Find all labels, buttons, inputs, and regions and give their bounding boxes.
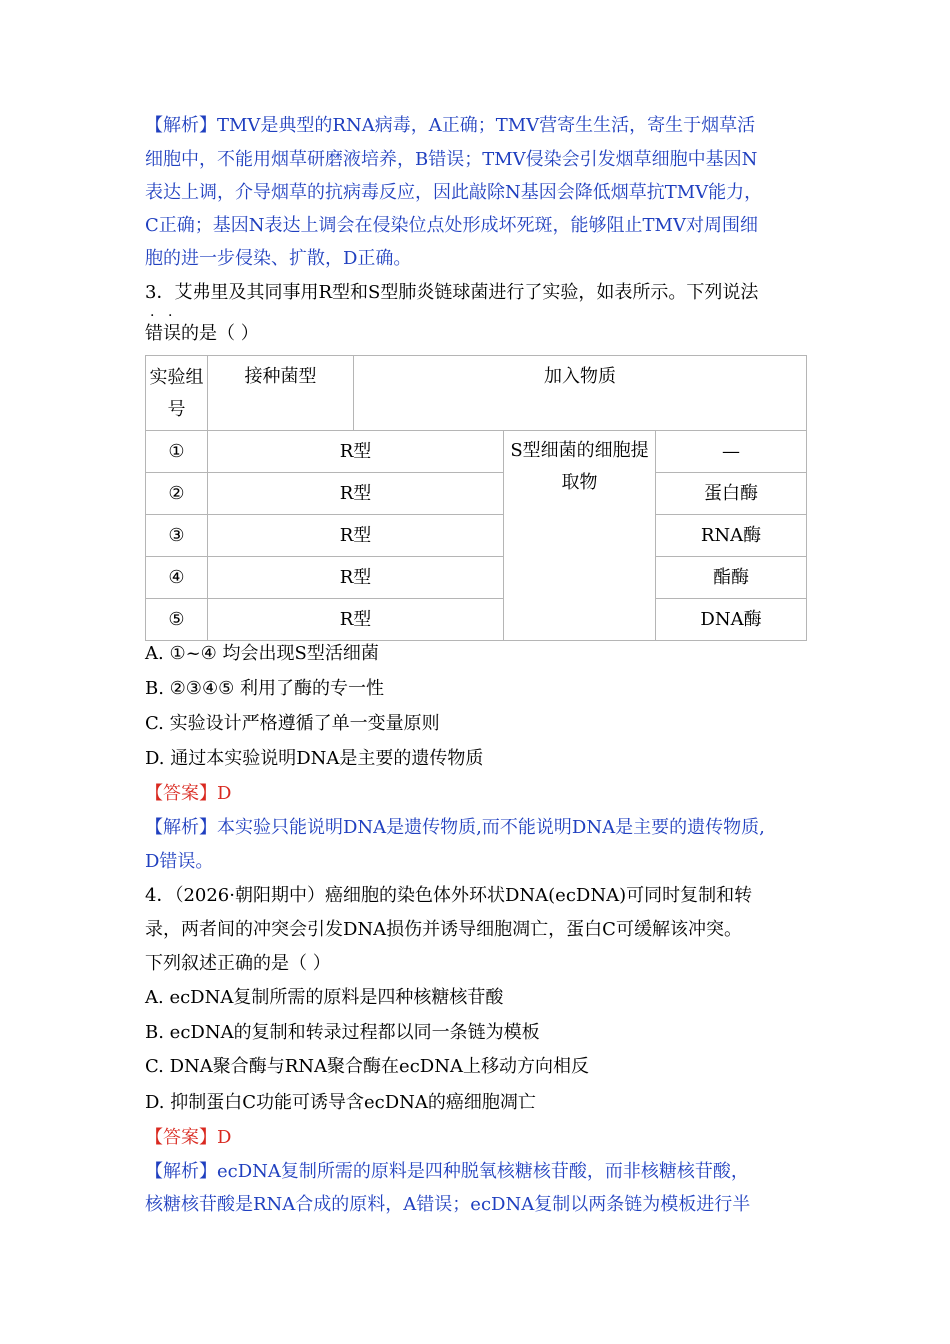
q3-answer: 【答案】D [145,783,232,804]
row-4-group: ④ [146,557,208,599]
row-4-enzyme: 酯酶 [656,557,807,599]
q4-option-b: B. ecDNA的复制和转录过程都以同一条链为模板 [145,1022,540,1043]
row-2-strain: R型 [208,473,504,515]
row-5-strain: R型 [208,599,504,641]
q4-stem-line-2: 录，两者间的冲突会引发DNA损伤并诱导细胞凋亡，蛋白C可缓解该冲突。 [145,919,742,940]
row-4-strain: R型 [208,557,504,599]
row-3-enzyme: RNA酶 [656,515,807,557]
q3-stem-line-2: 错误 · · 的是（ ） [145,308,259,344]
q4-answer: 【答案】D [145,1127,232,1148]
q3-option-c: C. 实验设计严格遵循了单一变量原则 [145,713,440,734]
row-2-enzyme: 蛋白酶 [656,473,807,515]
row-2-group: ② [146,473,208,515]
header-strain: 接种菌型 [244,366,317,387]
q3-option-a: A. ①~④ 均会出现S型活细菌 [145,643,379,664]
q4-explain-line-1: 【解析】ecDNA复制所需的原料是四种脱氧核糖核苷酸，而非核糖核苷酸， [145,1161,749,1182]
q3-explain-line-1: 【解析】本实验只能说明DNA是遗传物质,而不能说明DNA是主要的遗传物质, [145,817,765,838]
q3-option-b: B. ②③④⑤ 利用了酶的专一性 [145,678,384,699]
header-material: 加入物质 [353,356,806,430]
header-group: 实验组 号 [146,356,208,431]
intro-line-1: 【解析】TMV是典型的RNA病毒，A正确；TMV营寄生生活，寄生于烟草活 [145,115,756,136]
intro-line-4: C正确；基因N表达上调会在侵染位点处形成坏死斑，能够阻止TMV对周围细 [145,215,758,236]
intro-line-3: 表达上调，介导烟草的抗病毒反应，因此敲除N基因会降低烟草抗TMV能力， [145,182,763,203]
row-5-group: ⑤ [146,599,208,641]
row-3-group: ③ [146,515,208,557]
q3-stem-line-1: 3．艾弗里及其同事用R型和S型肺炎链球菌进行了实验，如表所示。下列说法 [145,282,759,303]
q4-explain-line-2: 核糖核苷酸是RNA合成的原料，A错误；ecDNA复制以两条链为模板进行半 [145,1194,751,1215]
row-3-strain: R型 [208,515,504,557]
q4-option-d: D. 抑制蛋白C功能可诱导含ecDNA的癌细胞凋亡 [145,1092,536,1113]
q4-option-a: A. ecDNA复制所需的原料是四种核糖核苷酸 [145,987,504,1008]
experiment-table [145,355,807,641]
intro-line-5: 胞的进一步侵染、扩散，D正确。 [145,248,412,269]
q4-stem-line-3: 下列叙述正确的是（ ） [145,953,331,974]
q3-option-d: D. 通过本实验说明DNA是主要的遗传物质 [145,748,484,769]
row-1-enzyme: — [656,431,807,473]
q3-explain-line-2: D错误。 [145,851,214,872]
q4-stem-line-1: 4．（2026·朝阳期中）癌细胞的染色体外环状DNA(ecDNA)可同时复制和转 [145,885,753,906]
row-5-enzyme: DNA酶 [656,599,807,641]
intro-line-2: 细胞中，不能用烟草研磨液培养，B错误；TMV侵染会引发烟草细胞中基因N [145,149,758,170]
q3-emphasis: 错误 · · [145,308,181,344]
shared-material-cell: S型细菌的细胞提 取物 [504,431,656,641]
q4-option-c: C. DNA聚合酶与RNA聚合酶在ecDNA上移动方向相反 [145,1056,589,1077]
row-1-group: ① [146,431,208,473]
row-1-strain: R型 [208,431,504,473]
